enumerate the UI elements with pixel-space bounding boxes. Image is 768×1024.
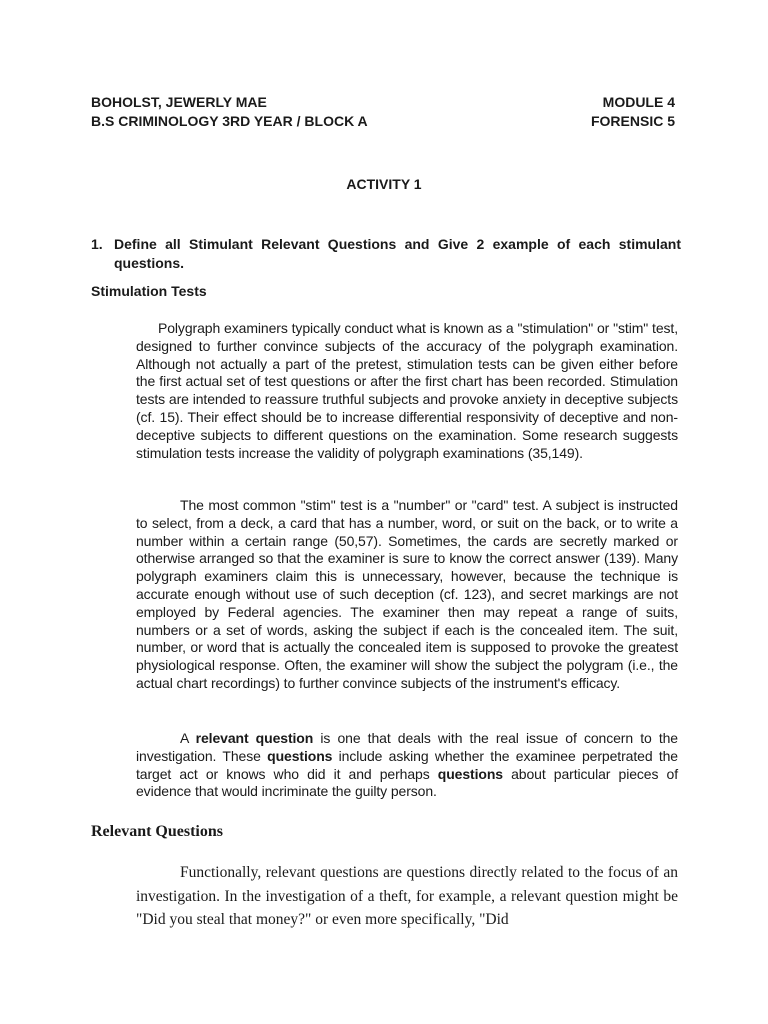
- questions-term: questions: [267, 747, 333, 764]
- module-label: MODULE 4: [602, 94, 675, 110]
- question-text: Define all Stimulant Relevant Questions and Give 2 example of each stimulant questions.: [114, 236, 681, 271]
- activity-title: ACTIVITY 1: [346, 176, 422, 192]
- stimulation-paragraph-1: Polygraph examiners typically conduct what is known as a "stimulation" or "stim" test, designed to further convince subjects of the accuracy of the polygraph examination. Although not actually a part of the pretest, stimulation tests can be given either before the first actual set of test questions or after the first chart has been recorded. Stimulation tests are intended to reassure truthful subjects and provoke anxiety in deceptive subjects (cf. 15). Their effect should be to increase differential responsivity of deceptive and non-deceptive subjects to different questions on the examination. Some research suggests stimulation tests increase the validity of polygraph examinations (35,149).: [136, 320, 678, 461]
- header-row-2: [91, 112, 675, 130]
- student-name: BOHOLST, JEWERLY MAE: [91, 94, 267, 110]
- stimulation-paragraph-2: The most common "stim" test is a "number" or "card" test. A subject is instructed to select, from a deck, a card that has a number, word, or suit on the back, or to write a number within a certain range (50,57). Sometimes, the cards are secretly marked or otherwise arranged so that the examiner is sure to know the correct answer (139). Many polygraph examiners claim this is unnecessary, however, because the technique is accurate enough without use of such deception (cf. 123), and secret markings are not employed by Federal agencies. The examiner then may repeat a range of suits, numbers or a set of words, asking the subject if each is the concealed item. The suit, number, or word that is actually the concealed item is supposed to provoke the greatest physiological response. Often, the examiner will show the subject the polygram (i.e., the actual chart recordings) to further convince subjects of the instrument's efficacy.: [136, 497, 678, 691]
- header-row-1: [91, 93, 675, 111]
- relevant-question-term: relevant question: [195, 730, 314, 746]
- relevant-question-paragraph: A relevant question is one that deals with the real issue of concern to the investigation. These questions include asking whether the examinee perpetrated the target act or knows who did it and perhaps questions about particular pieces of evidence that would incriminate the guilty person.: [136, 730, 678, 800]
- course-label: B.S CRIMINOLOGY 3RD YEAR / BLOCK A: [91, 113, 368, 129]
- subject-label: FORENSIC 5: [590, 113, 675, 129]
- relevant-questions-paragraph: Functionally, relevant questions are questions directly related to the focus of an investigation. In the investigation of a theft, for example, a relevant question might be "Did you steal that money?" or even more specifically, "Did: [136, 864, 678, 928]
- question-item: [91, 235, 681, 273]
- stimulation-heading: Stimulation Tests: [91, 283, 207, 299]
- questions-term: questions: [437, 765, 503, 782]
- question-number: 1.: [91, 236, 103, 252]
- relevant-questions-heading: Relevant Questions: [91, 823, 223, 840]
